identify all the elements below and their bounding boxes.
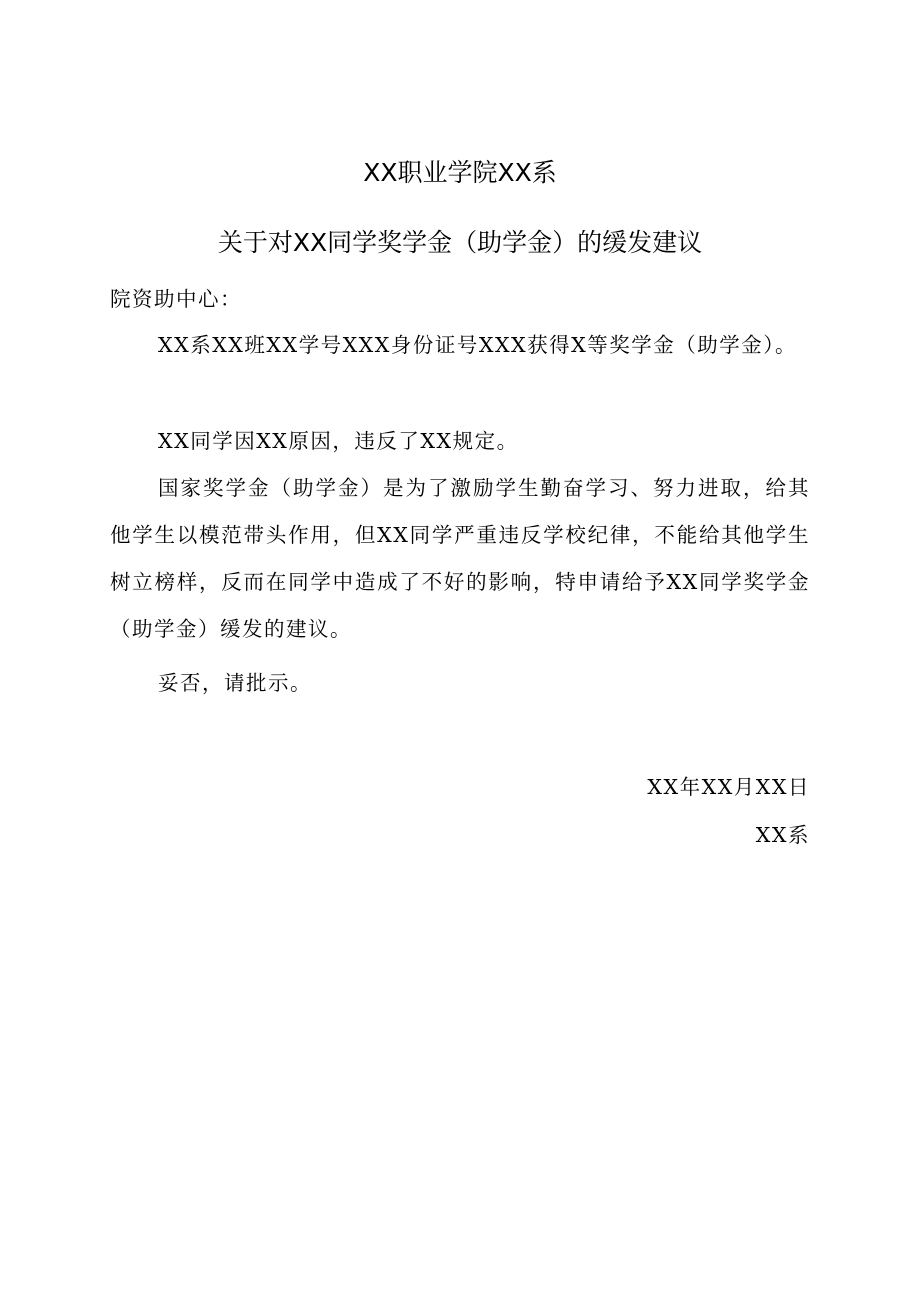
paragraph-reason: 国家奖学金（助学金）是为了激励学生勤奋学习、努力进取，给其他学生以模范带头作用，但XX同学严重违反学校纪律，不能给其他学生树立榜样，反而在同学中造成了不好的影响，特申请给予XX同学奖学金（助学金）缓发的建议。 [110, 476, 810, 641]
document-title-line2: 关于对XX同学奖学金（助学金）的缓发建议 [217, 228, 703, 257]
paragraph-award-info: XX系XX班XX学号XXX身份证号XXX获得X等奖学金（助学金）。 [158, 333, 797, 357]
signature-date: XX年XX月XX日 [647, 775, 810, 799]
paragraph-violation: XX同学因XX原因，违反了XX规定。 [158, 429, 519, 453]
document-title-line1: XX职业学院XX系 [363, 158, 557, 187]
salutation: 院资助中心： [110, 287, 242, 311]
signature-department: XX系 [755, 823, 810, 847]
paragraph-request-approval: 妥否，请批示。 [158, 671, 312, 695]
